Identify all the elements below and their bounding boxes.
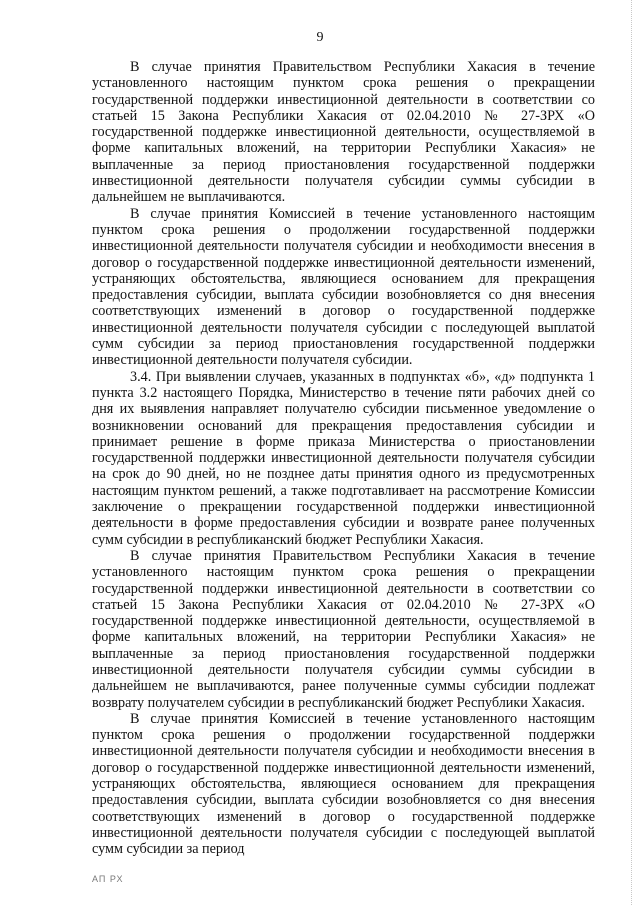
paragraph: В случае принятия Правительством Республики Хакасия в течение установленного настоящим пунктом срока решения о прекращении государственной поддержки инвестиционной деятельности в соответствии со статьей 15 Закона Республики Хакасия от 02.04.2010 № 27-ЗРХ «О государственной поддержке инвестиционной деятельности, осуществляемой в форме капитальных вложений, на территории Республики Хакасия» не выплаченные за период приостановления государственной поддержки инвестиционной деятельности получателя субсидии суммы субсидии в дальнейшем не выплачиваются, ранее полученные суммы субсидии подлежат возврату получателем субсидии в республиканский бюджет Республики Хакасия. bbox=[92, 547, 595, 711]
paragraph: В случае принятия Правительством Республики Хакасия в течение установленного настоящим пунктом срока решения о прекращении государственной поддержки инвестиционной деятельности в соответствии со статьей 15 Закона Республики Хакасия от 02.04.2010 № 27-ЗРХ «О государственной поддержке инвестиционной деятельности, осуществляемой в форме капитальных вложений, на территории Республики Хакасия» не выплаченные за период приостановления государственной поддержки инвестиционной деятельности получателя субсидии суммы субсидии в дальнейшем не выплачиваются. bbox=[92, 59, 595, 206]
page-number: 9 bbox=[316, 30, 324, 45]
paragraph: В случае принятия Комиссией в течение установленного настоящим пунктом срока решения о продолжении государственной поддержки инвестиционной деятельности получателя субсидии и необходимости внесения в договор о государственной поддержке инвестиционной деятельности изменений, устраняющих обстоятельства, являющиеся основанием для прекращения предоставления субсидии, выплата субсидии возобновляется со дня внесения соответствующих изменений в договор о государственной поддержке инвестиционной деятельности получателя субсидии с последующей выплатой сумм субсидии за период bbox=[92, 710, 595, 858]
paragraph: 3.4. При выявлении случаев, указанных в подпунктах «б», «д» подпункта 1 пункта 3.2 настоящего Порядка, Министерство в течение пяти рабочих дней со дня их выявления направляет получателю субсидии письменное уведомление о возникновении оснований для прекращения предоставления субсидии и принимает решение в форме приказа Министерства о приостановлении государственной поддержки инвестиционной деятельности получателя субсидии на срок до 90 дней, но не позднее даты принятия одного из предусмотренных настоящим пунктом решений, а также подготавливает на рассмотрение Комиссии заключение о прекращении государственной поддержки инвестиционной деятельности в форме предоставления субсидии и возврате ранее полученных сумм субсидии в республиканский бюджет Республики Хакасия. bbox=[92, 368, 595, 548]
page-edge-border bbox=[630, 0, 632, 905]
paragraph: В случае принятия Комиссией в течение установленного настоящим пунктом срока решения о продолжении государственной поддержки инвестиционной деятельности получателя субсидии и необходимости внесения в договор о государственной поддержке инвестиционной деятельности изменений, устраняющих обстоятельства, являющиеся основанием для прекращения предоставления субсидии, выплата субсидии возобновляется со дня внесения соответствующих изменений в договор о государственной поддержке инвестиционной деятельности получателя субсидии с последующей выплатой сумм субсидии за период приостановления государственной поддержки инвестиционной деятельности получателя субсидии. bbox=[92, 205, 595, 369]
footer-mark: АП РХ bbox=[92, 874, 124, 884]
document-body bbox=[92, 59, 595, 858]
